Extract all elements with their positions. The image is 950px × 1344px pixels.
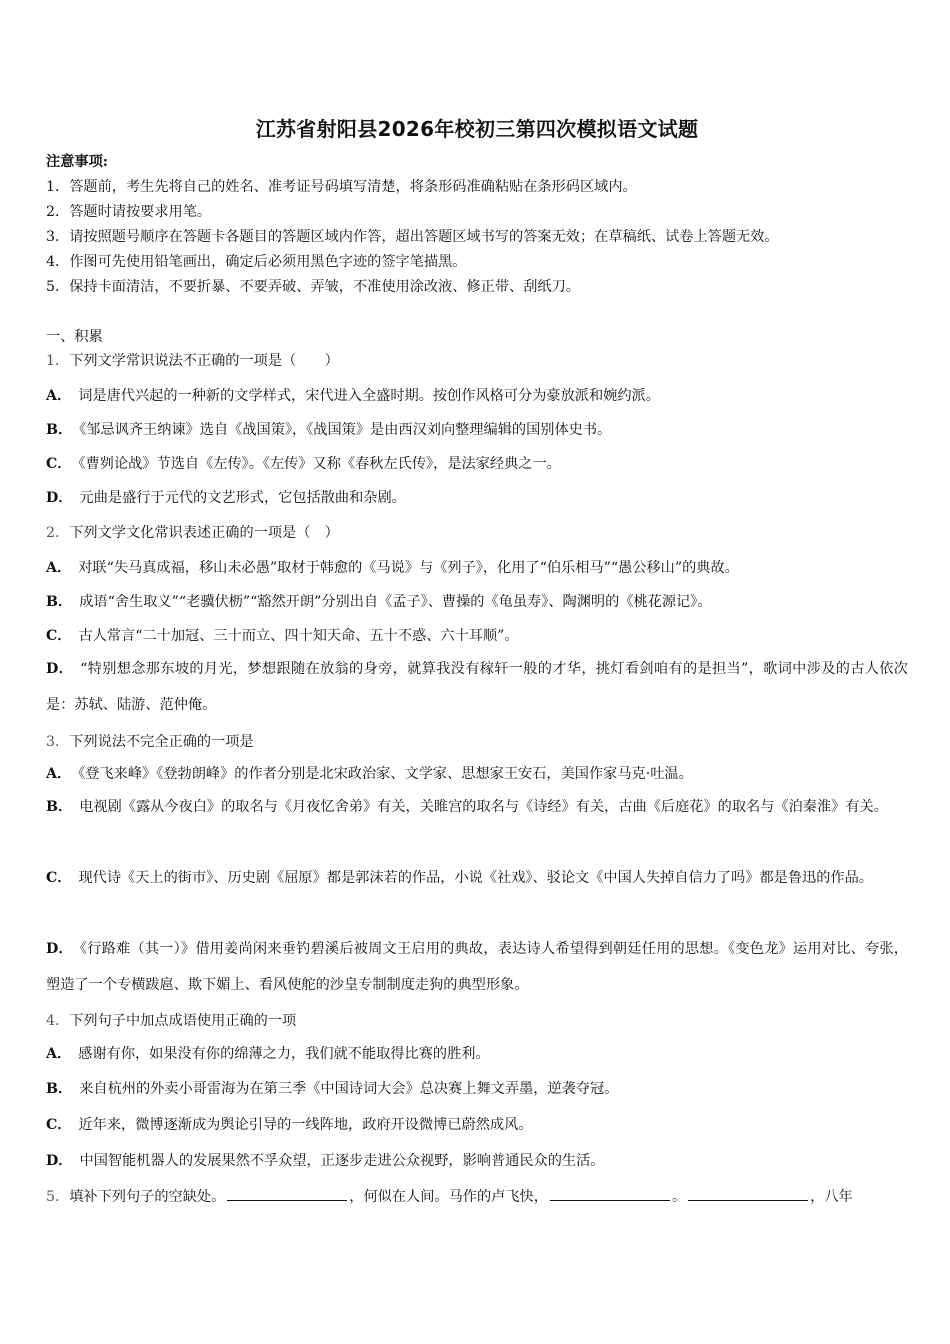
option-text: 成语“舍生取义”“老骥伏枥”“豁然开朗”分别出自《孟子》、曹操的《龟虽寿》、陶渊明的《桃花源记》。: [79, 594, 712, 610]
question-text: ，何似在人间。马作的卢飞快，: [349, 1189, 548, 1205]
option-label: C．: [46, 870, 72, 886]
option-label: A．: [46, 1046, 72, 1062]
option-label: B．: [46, 1081, 73, 1097]
option-text: 《行路难（其一）》借用姜尚闲来垂钓碧溪后被周文王启用的典故，表达诗人希望得到朝廷任用的思想。《变色龙》运用对比、夸张，塑造了一个专横跋扈、欺下媚上、看风使舵的沙皇专制制度走狗的典型形象。: [46, 941, 908, 993]
option-text: 近年来，微博逐渐成为舆论引导的一线阵地，政府开设微博已蔚然成风。: [78, 1117, 533, 1133]
question-text: 下列文学文化常识表述正确的一项是（ ）: [69, 525, 339, 541]
option-label: D．: [46, 941, 73, 957]
notice-heading: 注意事项:: [46, 154, 108, 170]
option-text: “特别想念那东坡的月光，梦想跟随在放翁的身旁，就算我没有稼轩一般的才华，挑灯看剑咱有的是担当”，歌词中涉及的古人依次是：苏轼、陆游、范仲俺。: [46, 661, 908, 713]
option-text: 中国智能机器人的发展果然不孚众望，正逐步走进公众视野，影响普通民众的生活。: [79, 1153, 605, 1169]
option-b: [46, 789, 908, 825]
question-3-stem: [46, 730, 908, 754]
option-text: 对联“失马真成福，移山未必愚”取材于韩愈的《马说》与《列子》，化用了“伯乐相马”“愚公移山”的典故。: [78, 560, 739, 576]
notice-block: [46, 150, 908, 300]
option-label: C．: [46, 456, 72, 472]
option-label: D．: [46, 1153, 73, 1169]
question-number: 2．: [46, 525, 70, 541]
option-text: 元曲是盛行于元代的文艺形式，它包括散曲和杂剧。: [79, 490, 406, 506]
question-1-stem: [46, 349, 908, 373]
option-label: A．: [46, 766, 72, 782]
option-label: D．: [46, 490, 73, 506]
answer-blank[interactable]: [550, 1184, 670, 1201]
question-number: 5．: [46, 1189, 70, 1205]
option-text: 词是唐代兴起的一种新的文学样式，宋代进入全盛时期。按创作风格可分为豪放派和婉约派。: [78, 388, 660, 404]
option-d: [46, 1150, 908, 1170]
question-text: 下列说法不完全正确的一项是: [69, 734, 254, 750]
option-label: A．: [46, 560, 72, 576]
question-2-stem: [46, 521, 908, 545]
question-number: 3．: [46, 734, 70, 750]
option-d: [46, 651, 908, 723]
option-label: A．: [46, 388, 72, 404]
option-label: C．: [46, 628, 72, 644]
option-text: 古人常言“二十加冠、三十而立、四十知天命、五十不惑、六十耳顺”。: [78, 628, 519, 644]
option-d: [46, 487, 908, 507]
question-text: ，八年: [810, 1189, 853, 1205]
option-c: [46, 860, 908, 896]
option-text: 《邹忌讽齐王纳谏》选自《战国策》，《战国策》是由西汉刘向整理编辑的国别体史书。: [79, 422, 612, 438]
question-text: 下列文学常识说法不正确的一项是（ ）: [69, 353, 339, 369]
option-text: 电视剧《露从今夜白》的取名与《月夜忆舍弟》有关，关睢宫的取名与《诗经》有关，古曲《后庭花》的取名与《泊秦淮》有关。: [79, 799, 888, 815]
question-5-stem: [46, 1184, 908, 1209]
option-label: C．: [46, 1117, 72, 1133]
answer-blank[interactable]: [227, 1184, 347, 1201]
option-b: [46, 419, 908, 439]
question-text: 下列句子中加点成语使用正确的一项: [69, 1013, 297, 1029]
answer-blank[interactable]: [688, 1184, 808, 1201]
option-label: B．: [46, 594, 73, 610]
option-label: B．: [46, 422, 73, 438]
option-a: [46, 763, 908, 783]
question-text: 填补下列句子的空缺处。: [69, 1189, 226, 1205]
question-number: 4．: [46, 1013, 70, 1029]
option-c: [46, 453, 908, 473]
option-a: [46, 557, 908, 577]
option-label: B．: [46, 799, 73, 815]
option-d: [46, 931, 908, 1003]
notice-item: 3．请按照题号顺序在答题卡各题目的答题区域内作答，超出答题区域书写的答案无效；在草稿纸、试卷上答题无效。: [46, 229, 779, 245]
option-b: [46, 1078, 908, 1098]
option-b: [46, 591, 908, 611]
notice-item: 4．作图可先使用铅笔画出，确定后必须用黑色字迹的签字笔描黑。: [46, 254, 467, 270]
notice-item: 5．保持卡面清洁，不要折暴、不要弄破、弄皱，不准使用涂改液、修正带、刮纸刀。: [46, 279, 580, 295]
option-text: 《曹刿论战》节选自《左传》。《左传》又称《春秋左氏传》，是法家经典之一。: [78, 456, 561, 472]
option-text: 来自杭州的外卖小哥雷海为在第三季《中国诗词大会》总决赛上舞文弄墨，逆袭夺冠。: [79, 1081, 619, 1097]
question-text: 。: [671, 1189, 687, 1205]
option-text: 《登飞来峰》《登勃朗峰》的作者分别是北宋政治家、文学家、思想家王安石，美国作家马克·吐温。: [78, 766, 693, 782]
option-text: 感谢有你，如果没有你的绵薄之力，我们就不能取得比赛的胜利。: [78, 1046, 490, 1062]
option-text: 现代诗《天上的街市》、历史剧《屈原》都是郭沫若的作品，小说《社戏》、驳论文《中国人失掉自信力了吗》都是鲁迅的作品。: [78, 870, 873, 886]
option-c: [46, 625, 908, 645]
section-heading: 一、积累: [46, 329, 103, 345]
question-number: 1．: [46, 353, 70, 369]
option-label: D．: [46, 661, 74, 677]
option-a: [46, 1043, 908, 1063]
question-4-stem: [46, 1009, 908, 1033]
page-title: 江苏省射阳县2026年校初三第四次模拟语文试题: [255, 117, 699, 141]
option-a: [46, 385, 908, 405]
option-c: [46, 1114, 908, 1134]
notice-item: 1．答题前，考生先将自己的姓名、准考证号码填写清楚，将条形码准确粘贴在条形码区域内。: [46, 179, 637, 195]
notice-item: 2．答题时请按要求用笔。: [46, 204, 212, 220]
